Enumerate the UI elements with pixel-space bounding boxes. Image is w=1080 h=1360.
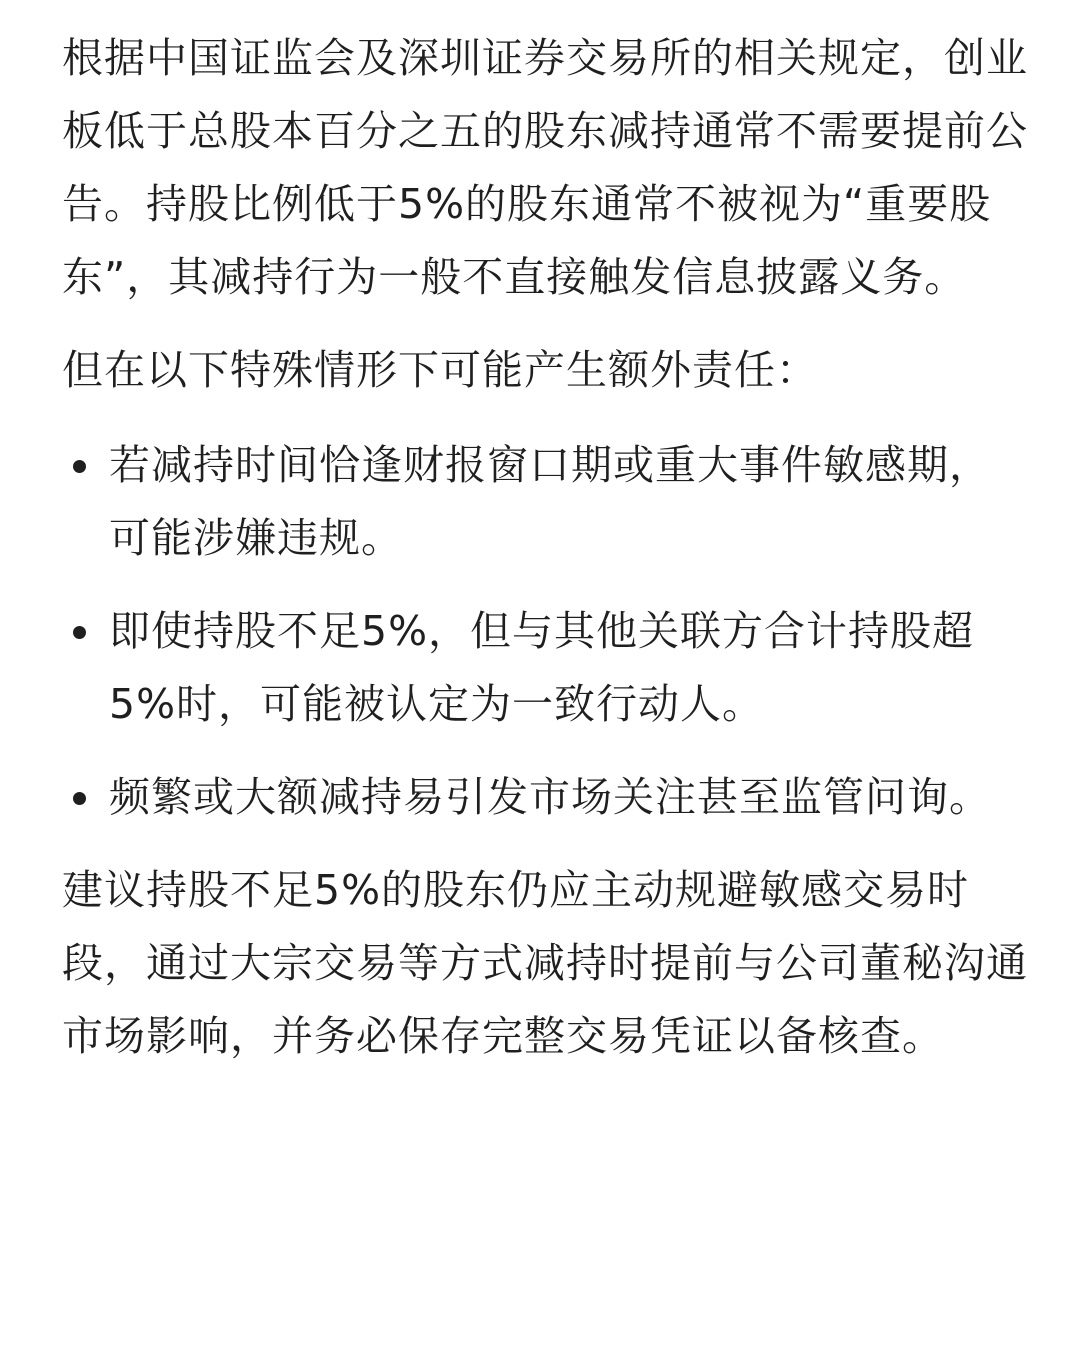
intro-paragraph: 根据中国证监会及深圳证券交易所的相关规定，创业板低于总股本百分之五的股东减持通常不需要提前公告。持股比例低于5%的股东通常不被视为“重要股东”，其减持行为一般不直接触发信息披露义务。 (62, 34, 1028, 301)
list-item (62, 429, 1030, 575)
list-item-text: 即使持股不足5%，但与其他关联方合计持股超5%时，可能被认定为一致行动人。 (109, 607, 975, 728)
chat-message-body (62, 22, 1030, 1073)
list-item-text: 若减持时间恰逢财报窗口期或重大事件敏感期，可能涉嫌违规。 (109, 441, 991, 562)
bullet-dot-icon (73, 792, 86, 805)
list-item (62, 761, 1030, 834)
list-item-text: 频繁或大额减持易引发市场关注甚至监管问询。 (109, 773, 991, 821)
conclusion-paragraph: 建议持股不足5%的股东仍应主动规避敏感交易时段，通过大宗交易等方式减持时提前与公司董秘沟通市场影响，并务必保存完整交易凭证以备核查。 (62, 866, 1028, 1060)
bullet-dot-icon (73, 626, 86, 639)
bullet-dot-icon (73, 460, 86, 473)
lead-paragraph: 但在以下特殊情形下可能产生额外责任： (62, 346, 818, 394)
bullet-list (62, 429, 1030, 834)
list-item (62, 595, 1030, 741)
